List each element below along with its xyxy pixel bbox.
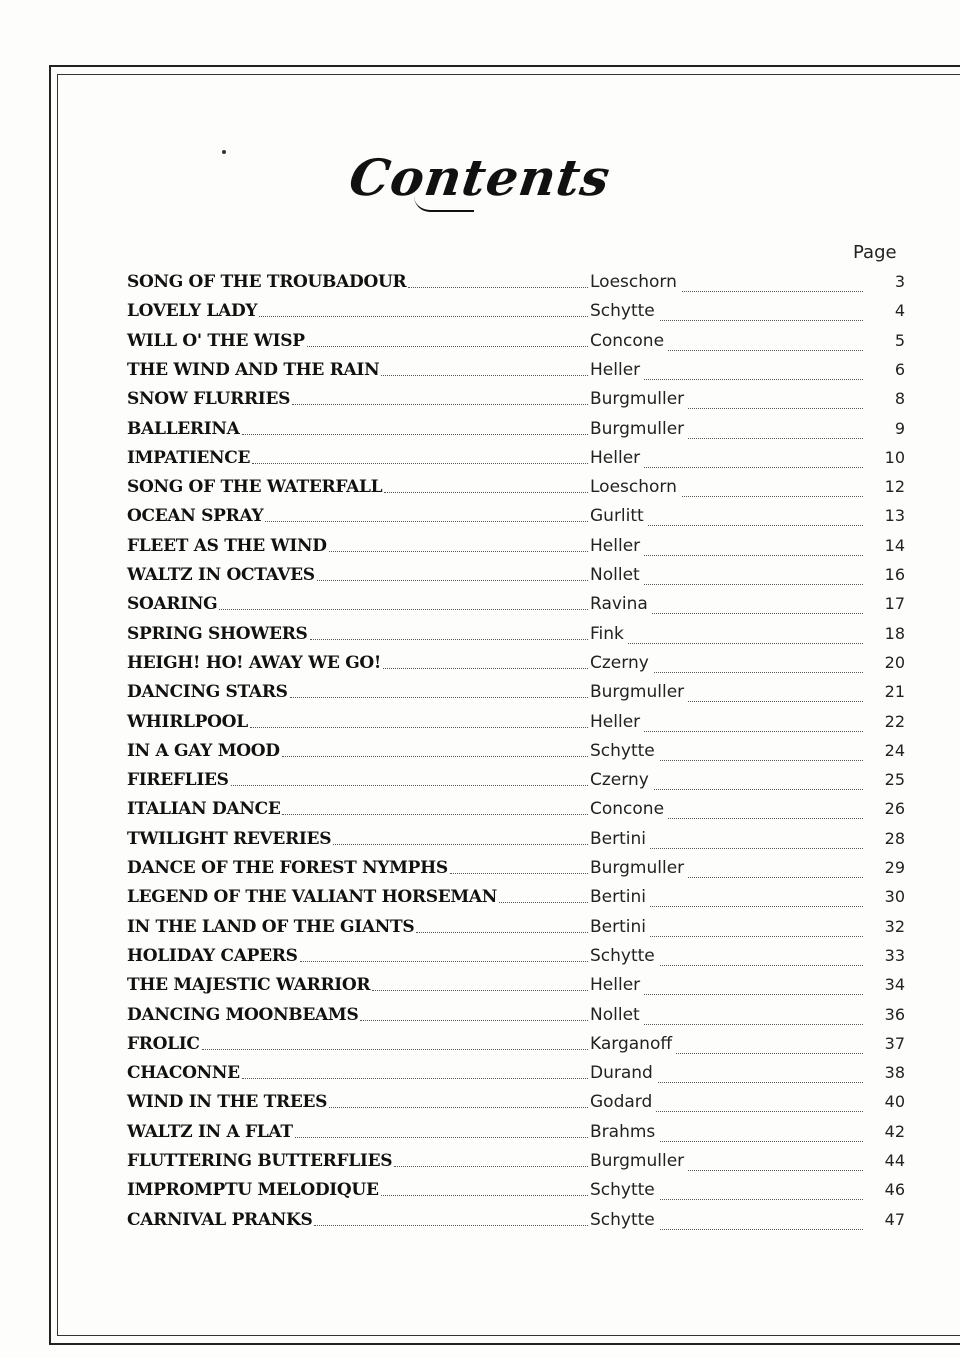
dot-leader: [317, 579, 588, 581]
title-cell: [127, 917, 590, 937]
composer-name: Bertini: [590, 829, 650, 849]
contents-row: [127, 858, 905, 884]
dot-leader: [372, 989, 588, 991]
dot-leader: [290, 696, 588, 698]
composer-name: Concone: [590, 331, 668, 351]
dot-leader: [265, 520, 588, 522]
title-cell: [127, 565, 590, 585]
dot-leader: [314, 1224, 588, 1226]
title-cell: [127, 946, 590, 966]
dot-leader: [394, 1165, 588, 1167]
contents-row: [127, 829, 905, 855]
page-number: 40: [884, 1092, 905, 1112]
page-number: 20: [884, 652, 905, 672]
song-title: SONG OF THE WATERFALL: [127, 477, 383, 498]
composer-name: Burgmuller: [590, 389, 688, 409]
contents-row: [127, 1210, 905, 1236]
title-cell: [127, 419, 590, 439]
composer-name: Durand: [590, 1063, 657, 1083]
page-number: 17: [884, 594, 905, 614]
title-cell: [127, 1210, 590, 1230]
song-title: WIND IN THE TREES: [127, 1092, 328, 1113]
page-number: 9: [894, 418, 905, 438]
dot-leader: [381, 1194, 588, 1196]
composer-name: Heller: [590, 975, 644, 995]
title-cell: [127, 712, 590, 732]
song-title: LOVELY LADY: [127, 301, 258, 322]
contents-row: [127, 946, 905, 972]
composer-name: Schytte: [590, 1210, 659, 1230]
song-title: DANCE OF THE FOREST NYMPHS: [127, 858, 448, 878]
contents-row: [127, 1180, 905, 1206]
page-number: 13: [884, 506, 905, 526]
contents-row: [127, 272, 905, 298]
composer-name: Schytte: [590, 301, 659, 321]
song-title: IN THE LAND OF THE GIANTS: [127, 916, 415, 937]
title-cell: [127, 477, 590, 497]
title-cell: [127, 1122, 590, 1142]
dot-leader: [360, 1019, 588, 1021]
dot-leader: [499, 901, 588, 903]
song-title: FIREFLIES: [127, 770, 229, 791]
dot-leader: [450, 872, 588, 874]
composer-name: Loeschorn: [590, 477, 681, 497]
title-cell: [127, 389, 590, 409]
title-cell: [127, 741, 590, 761]
dot-leader: [416, 931, 588, 933]
dot-leader: [282, 813, 588, 815]
dot-leader: [333, 843, 588, 845]
dot-leader: [408, 286, 588, 288]
dot-leader: [252, 462, 588, 464]
song-title: BALLERINA: [127, 418, 240, 439]
page-number: 47: [884, 1209, 905, 1229]
contents-row: [127, 1063, 905, 1089]
composer-name: Heller: [590, 536, 644, 556]
song-title: SONG OF THE TROUBADOUR: [127, 272, 407, 292]
contents-row: [127, 506, 905, 532]
contents-row: [127, 594, 905, 620]
composer-name: Concone: [590, 799, 668, 819]
composer-name: Bertini: [590, 887, 650, 907]
contents-row: [127, 536, 905, 562]
page-number: 42: [884, 1121, 905, 1141]
title-cell: [127, 624, 590, 644]
song-title: DANCING STARS: [127, 682, 288, 703]
composer-name: Nollet: [590, 565, 644, 585]
song-title: FLEET AS THE WIND: [127, 535, 327, 556]
dot-leader: [231, 784, 588, 786]
title-cell: [127, 887, 590, 907]
title-cell: [127, 1180, 590, 1200]
song-title: WALTZ IN OCTAVES: [127, 565, 315, 585]
page-number: 22: [884, 711, 905, 731]
composer-name: Brahms: [590, 1122, 659, 1142]
contents-row: [127, 1005, 905, 1031]
song-title: THE MAJESTIC WARRIOR: [127, 975, 371, 996]
song-title: HEIGH! HO! AWAY WE GO!: [127, 652, 382, 673]
contents-row: [127, 565, 905, 591]
page-number: 34: [884, 975, 905, 995]
dot-leader: [310, 638, 588, 640]
title-cell: [127, 1092, 590, 1112]
page-number: 21: [884, 682, 905, 702]
song-title: LEGEND OF THE VALIANT HORSEMAN: [127, 887, 498, 908]
contents-row: [127, 917, 905, 943]
page-number: 44: [884, 1151, 905, 1170]
composer-name: Heller: [590, 360, 644, 380]
title-cell: [127, 799, 590, 819]
song-title: FROLIC: [127, 1033, 200, 1054]
song-title: FLUTTERING BUTTERFLIES: [127, 1151, 393, 1171]
page-number: 37: [884, 1033, 905, 1053]
song-title: SOARING: [127, 594, 218, 615]
song-title: IMPROMPTU MELODIQUE: [127, 1180, 379, 1201]
composer-name: Gurlitt: [590, 506, 648, 526]
composer-name: Heller: [590, 448, 644, 468]
page-number: 8: [894, 389, 905, 409]
song-title: THE WIND AND THE RAIN: [127, 359, 380, 380]
contents-row: [127, 477, 905, 503]
composer-name: Loeschorn: [590, 272, 681, 292]
page-number: 36: [884, 1004, 905, 1024]
page-number: 6: [894, 359, 905, 379]
title-cell: [127, 975, 590, 995]
page-number: 12: [884, 477, 905, 497]
contents-row: [127, 1092, 905, 1118]
song-title: OCEAN SPRAY: [127, 506, 264, 527]
composer-name: Heller: [590, 712, 644, 732]
song-title: CHACONNE: [127, 1063, 240, 1084]
page-number: 38: [884, 1063, 905, 1083]
composer-name: Czerny: [590, 770, 653, 790]
composer-name: Burgmuller: [590, 682, 688, 702]
dot-leader: [300, 960, 588, 962]
composer-name: Burgmuller: [590, 419, 688, 439]
dot-leader: [329, 1106, 588, 1108]
composer-name: Schytte: [590, 1180, 659, 1200]
page-number: 5: [894, 330, 905, 350]
composer-name: Karganoff: [590, 1034, 676, 1054]
title-cell: [127, 653, 590, 673]
composer-name: Czerny: [590, 653, 653, 673]
page-number: 3: [894, 272, 905, 291]
contents-row: [127, 799, 905, 825]
song-title: IN A GAY MOOD: [127, 740, 280, 761]
page-number: 10: [884, 447, 905, 467]
contents-row: [127, 389, 905, 415]
contents-row: [127, 419, 905, 445]
dot-leader: [381, 374, 588, 376]
title-cell: [127, 770, 590, 790]
contents-row: [127, 331, 905, 357]
contents-row: [127, 1151, 905, 1177]
dot-leader: [590, 643, 863, 644]
title-cell: [127, 829, 590, 849]
composer-name: Ravina: [590, 594, 652, 614]
song-title: CARNIVAL PRANKS: [127, 1209, 313, 1230]
dot-leader: [329, 550, 588, 552]
composer-name: Fink: [590, 624, 628, 644]
song-title: DANCING MOONBEAMS: [127, 1004, 359, 1025]
dot-leader: [307, 345, 588, 347]
page-number: 14: [884, 535, 905, 555]
page-number: 46: [884, 1180, 905, 1200]
page-number: 18: [884, 623, 905, 643]
contents-row: [127, 301, 905, 327]
song-title: SNOW FLURRIES: [127, 389, 291, 410]
dot-leader: [242, 433, 588, 435]
contents-row: [127, 887, 905, 913]
composer-name: Nollet: [590, 1005, 644, 1025]
page-number: 28: [884, 828, 905, 848]
composer-name: Bertini: [590, 917, 650, 937]
page-title: Contents: [345, 148, 615, 207]
contents-row: [127, 1034, 905, 1060]
dot-leader: [250, 726, 588, 728]
contents-row: [127, 682, 905, 708]
dot-leader: [259, 315, 588, 317]
title-cell: [127, 360, 590, 380]
song-title: SPRING SHOWERS: [127, 623, 308, 644]
composer-name: Godard: [590, 1092, 656, 1112]
title-cell: [127, 448, 590, 468]
title-cell: [127, 1063, 590, 1083]
composer-name: Burgmuller: [590, 858, 688, 878]
title-cell: [127, 272, 590, 292]
song-title: WILL O' THE WISP: [127, 330, 305, 351]
dot-leader: [292, 403, 588, 405]
page-number: 29: [884, 858, 905, 877]
dot-leader: [202, 1048, 588, 1050]
page-number: 33: [884, 945, 905, 965]
title-cell: [127, 536, 590, 556]
title-cell: [127, 594, 590, 614]
composer-name: Burgmuller: [590, 1151, 688, 1171]
dot-leader: [219, 608, 588, 610]
title-cell: [127, 1034, 590, 1054]
contents-row: [127, 770, 905, 796]
song-title: WALTZ IN A FLAT: [127, 1121, 293, 1142]
title-cell: [127, 1005, 590, 1025]
contents-row: [127, 653, 905, 679]
title-cell: [127, 331, 590, 351]
contents-row: [127, 712, 905, 738]
contents-row: [127, 448, 905, 474]
title-cell: [127, 1151, 590, 1171]
dot-leader: [242, 1077, 588, 1079]
dot-leader: [295, 1136, 588, 1138]
page-number: 4: [894, 301, 905, 321]
contents-row: [127, 624, 905, 650]
song-title: HOLIDAY CAPERS: [127, 945, 298, 966]
dot-leader: [383, 667, 588, 669]
page-number: 25: [884, 770, 905, 790]
page-number: 16: [884, 565, 905, 584]
title-cell: [127, 506, 590, 526]
song-title: TWILIGHT REVERIES: [127, 828, 332, 849]
composer-name: Schytte: [590, 741, 659, 761]
dot-leader: [384, 491, 588, 493]
page-number: 32: [884, 916, 905, 936]
contents-row: [127, 1122, 905, 1148]
contents-row: [127, 360, 905, 386]
title-cell: [127, 682, 590, 702]
composer-name: Schytte: [590, 946, 659, 966]
song-title: WHIRLPOOL: [127, 711, 248, 732]
contents-row: [127, 975, 905, 1001]
song-title: ITALIAN DANCE: [127, 799, 281, 820]
title-cell: [127, 858, 590, 878]
page-number: 30: [884, 887, 905, 907]
contents-row: [127, 741, 905, 767]
page-number: 24: [884, 740, 905, 760]
page-column-header: Page: [853, 242, 897, 263]
page-number: 26: [884, 799, 905, 819]
song-title: IMPATIENCE: [127, 447, 251, 468]
title-cell: [127, 301, 590, 321]
dot-leader: [282, 755, 588, 757]
